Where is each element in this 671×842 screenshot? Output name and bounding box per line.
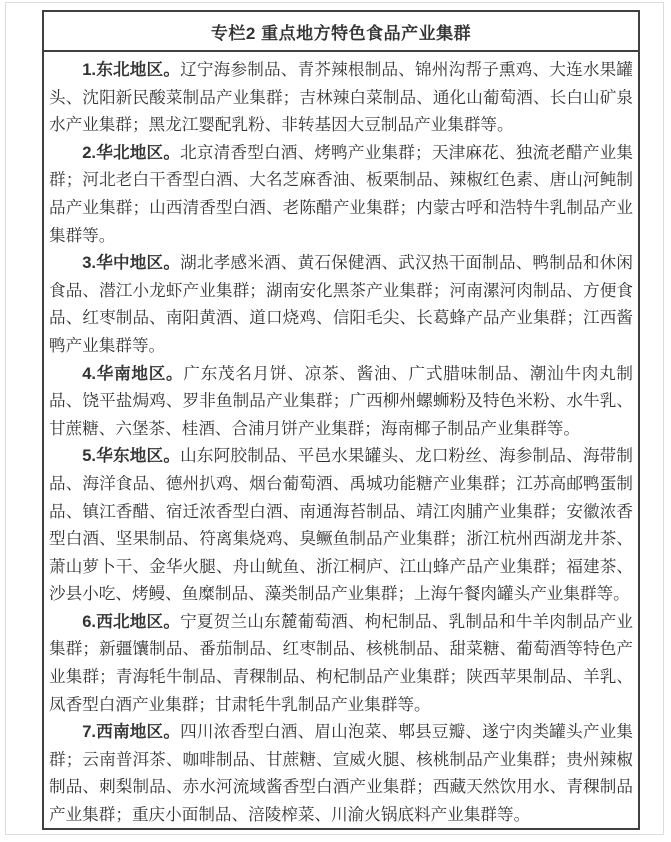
region-label: 7.西南地区。 xyxy=(82,722,181,742)
region-body: 广东茂名月饼、凉茶、酱油、广式腊味制品、潮汕牛肉丸制品、饶平盐焗鸡、罗非鱼制品产业集群；广西柳州螺蛳粉及特色米粉、水牛乳、甘蔗糖、六堡茶、桂酒、合浦月饼产业集群；海南椰子制品产业集群等。 xyxy=(49,363,634,438)
region-body: 四川浓香型白酒、眉山泡菜、郫县豆瓣、遂宁肉类罐头产业集群；云南普洱茶、咖啡制品、甘蔗糖、宣威火腿、核桃制品产业集群；贵州辣椒制品、刺梨制品、赤水河流域酱香型白酒产业集群；西藏天然饮用水、青稞制品产业集群；重庆小面制品、涪陵榨菜、川渝火锅底料产业集群等。 xyxy=(49,722,634,825)
region-label: 6.西北地区。 xyxy=(82,611,181,631)
region-label: 5.华东地区。 xyxy=(82,446,181,466)
region-label: 1.东北地区。 xyxy=(82,60,181,79)
region-body: 辽宁海参制品、青芥辣根制品、锦州沟帮子熏鸡、大连水果罐头、沈阳新民酸菜制品产业集群；吉林辣白菜制品、通化山葡萄酒、长白山矿泉水产业集群；黑龙江婴配乳粉、非转基因大豆制品产业集群等。 xyxy=(49,60,634,135)
region-paragraph-northeast xyxy=(49,56,633,139)
region-paragraph-central xyxy=(49,249,633,359)
region-paragraph-southwest xyxy=(49,718,633,828)
column-box xyxy=(42,10,640,830)
region-body: 湖北孝感米酒、黄石保健酒、武汉热干面制品、鸭制品和休闲食品、潜江小龙虾产业集群；湖南安化黑茶产业集群；河南漯河肉制品、方便食品、红枣制品、南阳黄酒、道口烧鸡、信阳毛尖、长葛蜂产品产业集群；江西酱鸭产业集群等。 xyxy=(49,253,634,355)
region-body: 山东阿胶制品、平邑水果罐头、龙口粉丝、海参制品、海带制品、海洋食品、德州扒鸡、烟台葡萄酒、禹城功能糖产业集群；江苏高邮鸭蛋制品、镇江香醋、宿迁浓香型白酒、南通海苔制品、靖江肉脯产业集群；安徽浓香型白酒、坚果制品、符离集烧鸡、臭鳜鱼制品产业集群；浙江杭州西湖龙井茶、萧山萝卜干、金华火腿、舟山鱿鱼、浙江桐庐、江山蜂产品产业集群；福建茶、沙县小吃、烤鳗、鱼糜制品、藻类制品产业集群；上海午餐肉罐头产业集群等。 xyxy=(49,446,634,604)
region-label: 3.华中地区。 xyxy=(82,253,181,273)
region-label: 2.华北地区。 xyxy=(82,142,181,162)
region-body: 北京清香型白酒、烤鸭产业集群；天津麻花、独流老醋产业集群；河北老白干香型白酒、大名芝麻香油、板栗制品、辣椒红色素、唐山河鲀制品产业集群；山西清香型白酒、老陈醋产业集群；内蒙古呼和浩特牛乳制品产业集群等。 xyxy=(49,142,634,245)
region-paragraph-south xyxy=(49,360,633,443)
box-title: 专栏2 重点地方特色食品产业集群 xyxy=(44,12,638,52)
region-body: 宁夏贺兰山东麓葡萄酒、枸杞制品、乳制品和牛羊肉制品产业集群；新疆馕制品、番茄制品、红枣制品、核桃制品、甜菜糖、葡萄酒等特色产业集群；青海牦牛制品、青稞制品、枸杞制品产业集群；陕西苹果制品、羊乳、凤香型白酒产业集群；甘肃牦牛乳制品产业集群等。 xyxy=(49,611,634,714)
region-paragraph-northwest xyxy=(49,608,633,718)
region-paragraph-east xyxy=(49,442,633,608)
box-body xyxy=(44,52,638,829)
region-paragraph-north xyxy=(49,139,633,249)
region-label: 4.华南地区。 xyxy=(82,363,184,383)
